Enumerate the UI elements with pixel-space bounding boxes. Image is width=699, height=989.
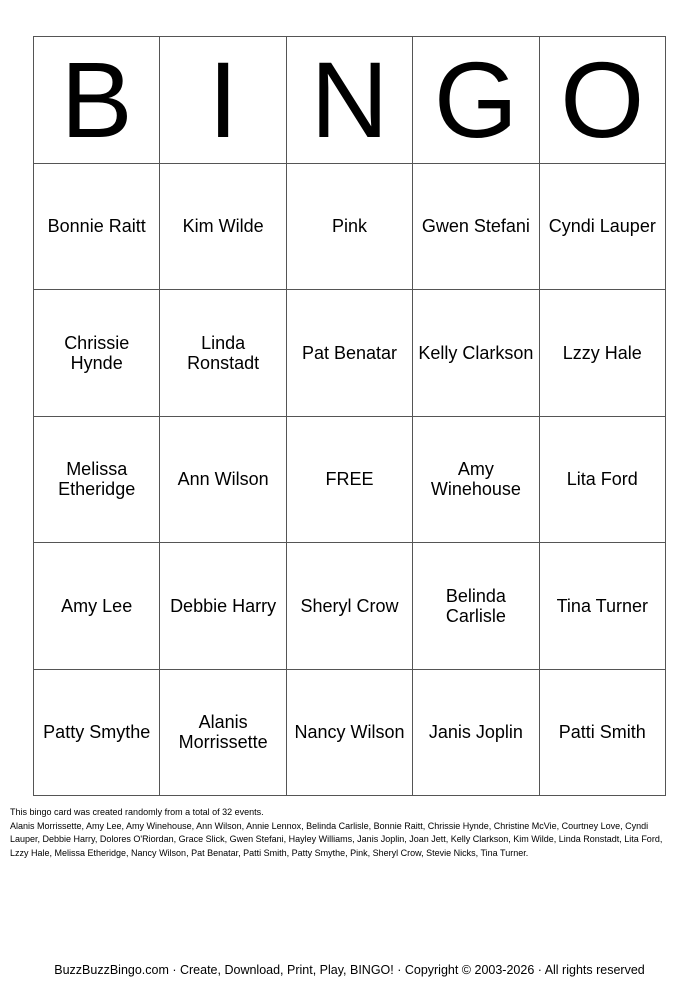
bingo-square: Pat Benatar [287,290,413,417]
header-letter-n: N [287,37,413,164]
bingo-square: Ann Wilson [160,417,286,544]
bingo-square: Kim Wilde [160,164,286,291]
bingo-card [33,36,666,796]
bingo-square: Amy Winehouse [413,417,539,544]
bingo-square: Belinda Carlisle [413,543,539,670]
bingo-square: Amy Lee [34,543,160,670]
header-letter-i: I [160,37,286,164]
free-square: FREE [287,417,413,544]
bingo-square: Cyndi Lauper [540,164,666,291]
card-description [10,806,680,860]
bingo-square: Tina Turner [540,543,666,670]
bingo-square: Pink [287,164,413,291]
bingo-square: Lita Ford [540,417,666,544]
bingo-square: Patti Smith [540,670,666,797]
bingo-square: Debbie Harry [160,543,286,670]
bingo-square: Melissa Etheridge [34,417,160,544]
bingo-square: Kelly Clarkson [413,290,539,417]
bingo-square: Janis Joplin [413,670,539,797]
event-list: Alanis Morrissette, Amy Lee, Amy Winehouse, Ann Wilson, Annie Lennox, Belinda Carlisle, Bonnie Raitt, Chrissie Hynde, Christine McVie, Courtney Love, Cyndi Lauper, Debbie Harry, Dolores O'Riordan, Grace Slick, Gwen Stefani, Hayley Williams, Janis Joplin, Joan Jett, Kelly Clarkson, Kim Wilde, Linda Ronstadt, Lita Ford, Lzzy Hale, Melissa Etheridge, Nancy Wilson, Pat Benatar, Patti Smith, Patty Smythe, Pink, Sheryl Crow, Stevie Nicks, Tina Turner. [10,820,663,858]
bingo-square: Alanis Morrissette [160,670,286,797]
card-description-intro: This bingo card was created randomly from a total of 32 events. [10,807,264,817]
bingo-square: Bonnie Raitt [34,164,160,291]
bingo-square: Nancy Wilson [287,670,413,797]
header-letter-o: O [540,37,666,164]
bingo-square: Linda Ronstadt [160,290,286,417]
bingo-square: Lzzy Hale [540,290,666,417]
header-letter-g: G [413,37,539,164]
bingo-square: Sheryl Crow [287,543,413,670]
header-letter-b: B [34,37,160,164]
footer-copyright: BuzzBuzzBingo.com · Create, Download, Print, Play, BINGO! · Copyright © 2003-2026 · All rights reserved [54,963,645,977]
bingo-square: Patty Smythe [34,670,160,797]
bingo-square: Gwen Stefani [413,164,539,291]
bingo-square: Chrissie Hynde [34,290,160,417]
